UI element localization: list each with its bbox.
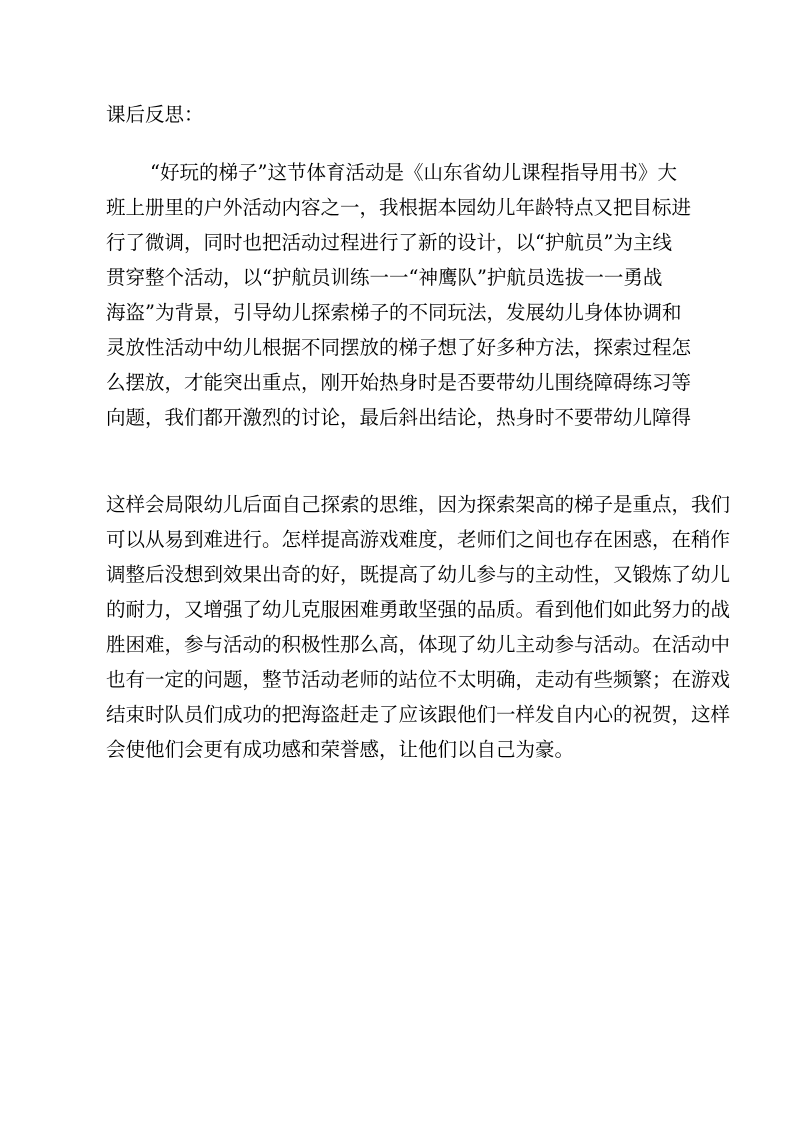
section-heading: 课后反思： xyxy=(106,103,204,126)
text-line: 这样会局限幼儿后面自己探索的思维，因为探索架高的梯子是重点，我们 xyxy=(106,493,731,516)
text-line: 调整后没想到效果出奇的好，既提高了幼儿参与的主动性，又锻炼了幼儿 xyxy=(106,563,731,586)
text-line: 行了微调，同时也把活动过程进行了新的设计，以“护航员”为主线 xyxy=(106,231,672,254)
text-line: 灵放性活动中幼儿根据不同摆放的梯子想了好多种方法，探索过程怎 xyxy=(106,336,692,359)
text-line: 海盗”为背景，引导幼儿探索梯子的不同玩法，发展幼儿身体协调和 xyxy=(106,301,682,324)
text-line: 么摆放，才能突出重点，刚开始热身时是否要带幼儿围绕障碍练习等 xyxy=(106,371,692,394)
text-line: 胜困难，参与活动的积极性那么高，体现了幼儿主动参与活动。在活动中 xyxy=(106,633,731,656)
text-line: 结束时队员们成功的把海盗赶走了应该跟他们一样发自内心的祝贺，这样 xyxy=(106,703,731,726)
text-line: 班上册里的户外活动内容之一，我根据本园幼儿年龄特点又把目标进 xyxy=(106,196,692,219)
text-line: 的耐力，又增强了幼儿克服困难勇敢坚强的品质。看到他们如此努力的战 xyxy=(106,598,731,621)
text-line: 可以从易到难进行。怎样提高游戏难度，老师们之间也存在困惑，在稍作 xyxy=(106,528,731,551)
text-line: 贯穿整个活动，以“护航员训练一一“神鹰队”护航员选拔一一勇战 xyxy=(106,266,663,289)
text-line: 也有一定的问题，整节活动老师的站位不太明确，走动有些频繁；在游戏 xyxy=(106,668,731,691)
text-line: “好玩的梯子”这节体育活动是《山东省幼儿课程指导用书》大 xyxy=(150,161,677,184)
text-line: 向题，我们都开激烈的讨论，最后斜出结论，热身时不要带幼儿障得 xyxy=(106,406,692,429)
text-line: 会使他们会更有成功感和荣誉感，让他们以自己为豪。 xyxy=(106,738,575,761)
